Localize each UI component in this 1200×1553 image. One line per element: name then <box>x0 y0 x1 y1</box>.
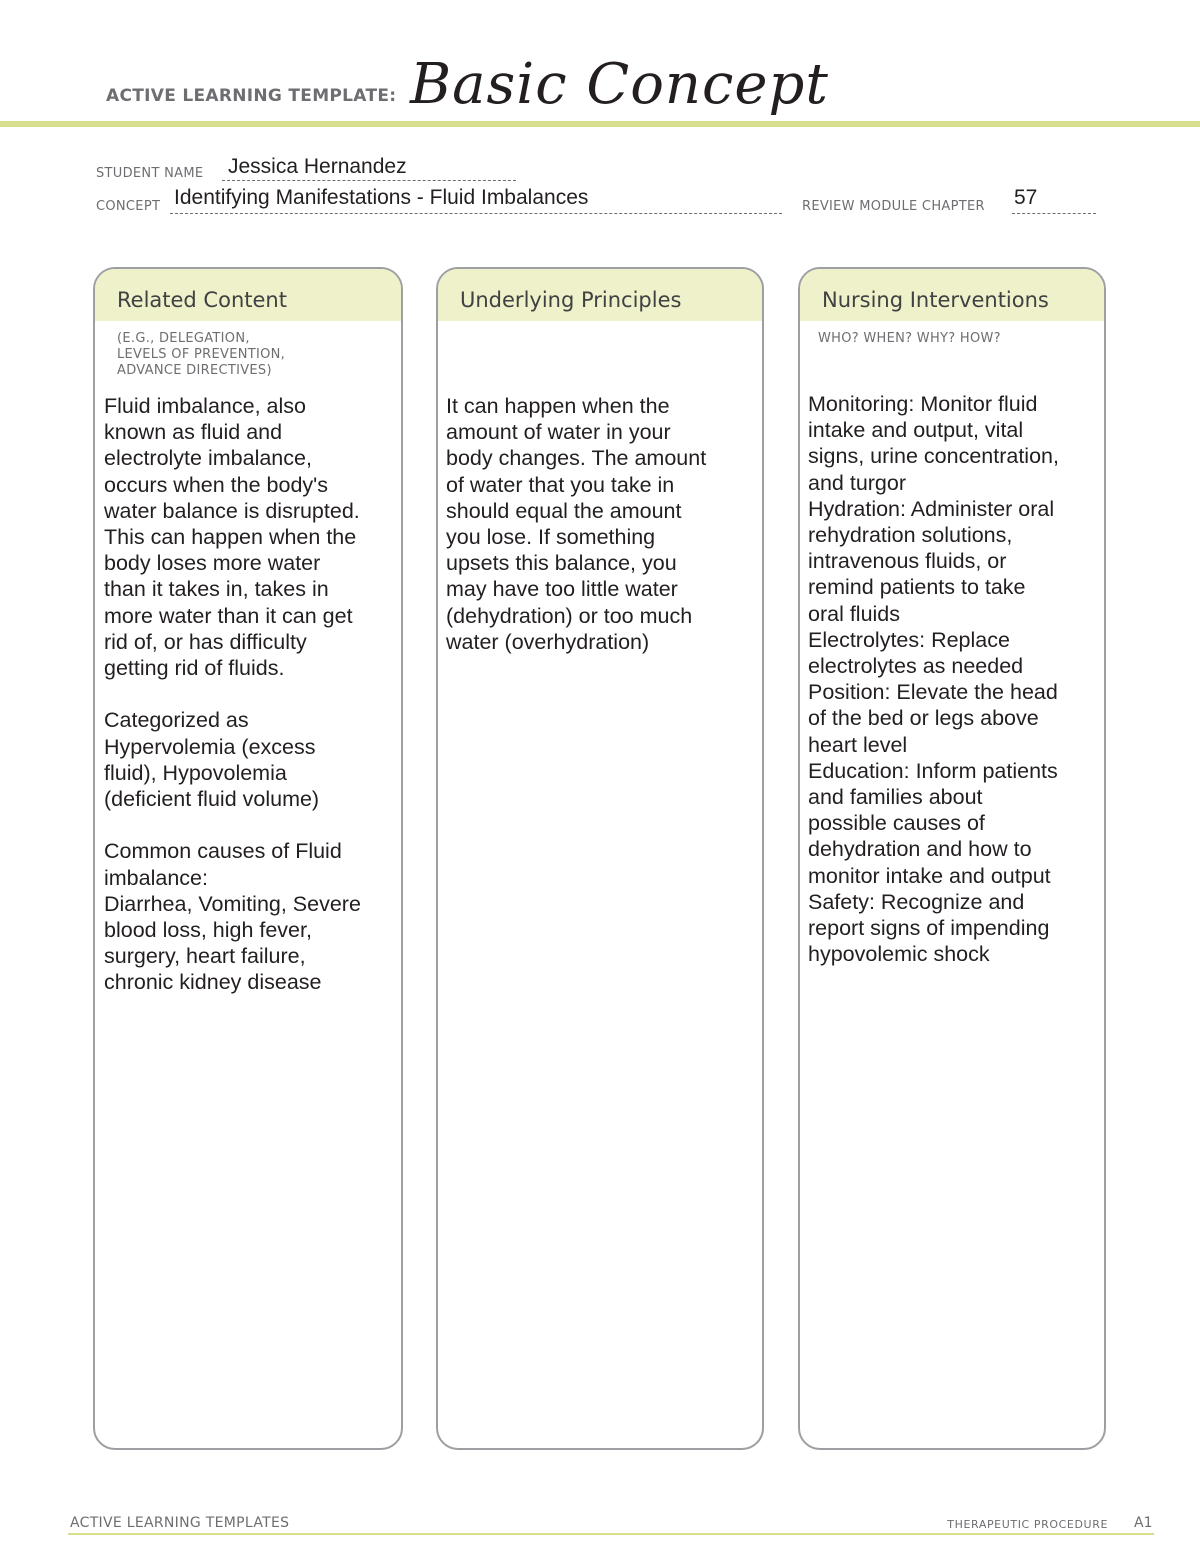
student-name-label: STUDENT NAME <box>96 166 204 181</box>
nursing-interventions-title: Nursing Interventions <box>822 288 1049 312</box>
related-content-title: Related Content <box>117 288 287 312</box>
underlying-principles-header <box>438 269 762 321</box>
header-divider <box>0 121 1200 127</box>
footer-left-label: ACTIVE LEARNING TEMPLATES <box>70 1515 290 1531</box>
footer-right-label: THERAPEUTIC PROCEDURE <box>947 1518 1108 1531</box>
related-content-panel <box>93 267 403 1450</box>
concept-label: CONCEPT <box>96 199 161 214</box>
footer-divider <box>68 1533 1154 1535</box>
chapter-label: REVIEW MODULE CHAPTER <box>802 199 985 214</box>
template-label: ACTIVE LEARNING TEMPLATE: <box>106 86 397 106</box>
student-name-underline <box>222 180 516 181</box>
concept-underline <box>170 213 782 214</box>
concept-value[interactable]: Identifying Manifestations - Fluid Imbalances <box>174 186 589 209</box>
underlying-principles-panel <box>436 267 764 1450</box>
related-content-body[interactable]: Fluid imbalance, also known as fluid and electrolyte imbalance, occurs when the body's water balance is disrupted. This can happen when the body loses more water than it takes in, takes in more water than it can get rid of, or has difficulty getting rid of fluids. Categorized as Hypervolemia (excess fluid), Hypovolemia (deficient fluid volume) Common causes of Fluid imbalance: Diarrhea, Vomiting, Severe blood loss, high fever, surgery, heart failure, chronic kidney disease <box>104 394 361 995</box>
footer-page-number: A1 <box>1134 1515 1153 1531</box>
nursing-interventions-body[interactable]: Monitoring: Monitor fluid intake and output, vital signs, urine concentration, and turgor Hydration: Administer oral rehydration solutions, intravenous fluids, or remind patients to take oral fluids Electrolytes: Replace electrolytes as needed Position: Elevate the head of the bed or legs above heart level Education: Inform patients and families about possible causes of dehydration and how to monitor intake and output Safety: Recognize and report signs of impending hypovolemic shock <box>808 392 1059 967</box>
underlying-principles-title: Underlying Principles <box>460 288 682 312</box>
nursing-interventions-header <box>800 269 1104 321</box>
nursing-interventions-subtitle: WHO? WHEN? WHY? HOW? <box>818 331 1001 346</box>
chapter-underline <box>1012 213 1096 214</box>
nursing-interventions-panel <box>798 267 1106 1450</box>
template-title: Basic Concept <box>410 52 829 117</box>
chapter-value[interactable]: 57 <box>1014 186 1038 209</box>
related-content-subtitle: (E.G., DELEGATION, LEVELS OF PREVENTION, ADVANCE DIRECTIVES) <box>117 331 286 378</box>
underlying-principles-body[interactable]: It can happen when the amount of water in your body changes. The amount of water that you take in should equal the amount you lose. If something upsets this balance, you may have too little water (dehydration) or too much water (overhydration) <box>446 394 707 654</box>
related-content-header <box>95 269 401 321</box>
student-name-value[interactable]: Jessica Hernandez <box>228 155 407 178</box>
